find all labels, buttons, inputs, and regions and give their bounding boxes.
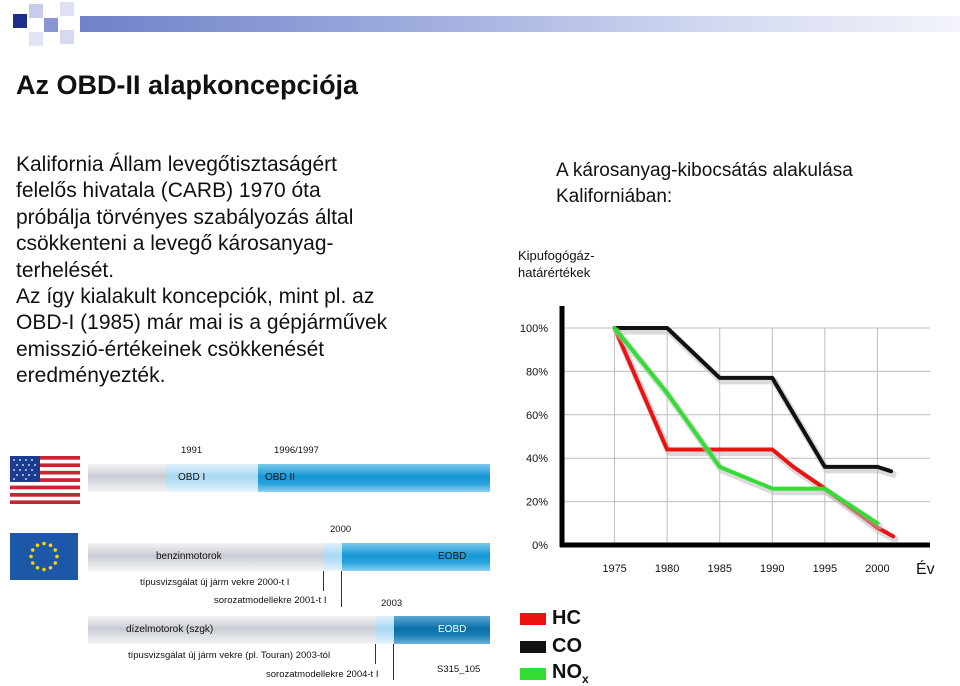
source-code: S315_105	[437, 664, 481, 675]
eu-year-2003: 2003	[381, 598, 403, 609]
petrol-tick-2	[341, 571, 342, 607]
eu-star	[42, 568, 46, 572]
paragraph-line: emisszió-értékeinek csökkenését	[16, 337, 325, 361]
eu-star	[42, 542, 46, 546]
us-year-1996: 1996/1997	[274, 445, 319, 456]
diesel-tick-2	[393, 644, 394, 680]
y-tick-label: 20%	[525, 496, 548, 509]
legend-swatch-hc	[520, 613, 546, 625]
legend-label-hc: HC	[552, 607, 581, 629]
eu-star	[31, 548, 35, 552]
x-tick-label: 1975	[602, 563, 627, 575]
petrol-note-1: típusvizsgálat új járm vekre 2000-t I	[140, 577, 290, 588]
petrol-tick-1	[323, 571, 324, 591]
legend-label-nox	[552, 661, 589, 686]
x-tick-label: 2000	[865, 563, 890, 575]
eu-star	[36, 543, 40, 547]
chart-title-line: Kaliforniában:	[556, 186, 673, 207]
paragraph-line: eredményezték.	[16, 364, 166, 388]
eu-star	[29, 555, 33, 559]
x-tick-label: 1980	[654, 563, 680, 575]
x-tick-label: 1990	[760, 563, 785, 575]
diesel-label: dízelmotorok (szgk)	[126, 624, 214, 635]
petrol-label: benzinmotorok	[156, 551, 222, 562]
paragraph-line: Kalifornia Állam levegőtisztaságért	[16, 153, 337, 176]
us-timeline-pre-bar	[88, 464, 166, 492]
header-square-dark	[13, 14, 27, 28]
y-tick-label: 100%	[519, 323, 548, 335]
petrol-timeline-bar	[88, 543, 324, 571]
y-axis-label	[518, 247, 595, 281]
y-tick-label: 0%	[532, 540, 548, 552]
eu-star	[49, 566, 53, 570]
diesel-transition-bar	[376, 616, 394, 644]
y-tick-label: 60%	[525, 409, 548, 422]
x-tick-label: 1985	[707, 563, 732, 575]
us-flag-icon	[10, 456, 80, 504]
diesel-eobd-label: EOBD	[438, 624, 467, 635]
axis-layer	[560, 306, 930, 547]
obd2-label: OBD II	[265, 472, 296, 483]
legend-swatch-co	[520, 641, 546, 653]
eu-year-2000: 2000	[330, 524, 352, 535]
legend-label-nox-main: NO	[552, 661, 582, 683]
eu-star	[49, 543, 53, 547]
diesel-tick-1	[375, 644, 376, 664]
paragraph-line: Az így kialakult koncepciók, mint pl. az	[16, 285, 375, 309]
grid-layer	[562, 328, 930, 545]
header-gradient-bar	[80, 16, 960, 32]
eu-star	[53, 561, 57, 565]
chart-title-line: A károsanyag-kibocsátás alakulása	[556, 160, 853, 181]
legend-item-hc	[520, 607, 581, 630]
header-square-light	[29, 4, 43, 18]
legend-item-nox	[520, 661, 589, 686]
slide-title: Az OBD-II alapkoncepciója	[16, 70, 359, 100]
eu-star	[31, 561, 35, 565]
y-tick-label: 80%	[525, 366, 548, 379]
header-square-faint	[60, 30, 74, 44]
paragraph-line: terhelését.	[16, 258, 115, 282]
us-obd2-bar	[258, 464, 490, 492]
diesel-note-1: típusvizsgálat új járm vekre (pl. Touran) 2003-tól	[128, 650, 331, 661]
chart-title	[556, 158, 853, 210]
eu-flag-icon	[10, 533, 78, 580]
paragraph-line: felelős hivatala (CARB) 1970 óta	[16, 179, 321, 203]
legend-item-co	[520, 635, 582, 658]
eu-star	[55, 555, 59, 559]
x-tick-label: 1995	[812, 563, 838, 575]
header-square-lighter	[60, 2, 74, 16]
x-axis-title: Év	[916, 561, 935, 578]
obd1-label: OBD I	[178, 472, 206, 483]
legend-swatch-nox	[520, 668, 546, 680]
us-obd1-bar	[166, 464, 258, 492]
legend-label-nox-sub: x	[582, 672, 589, 686]
emission-line-chart	[500, 300, 950, 590]
paragraph-line: csökkenteni a levegő károsanyag-	[16, 232, 334, 256]
header-square-mid	[44, 18, 58, 32]
series-layer	[615, 328, 896, 539]
y-axis-label-line: határértékek	[518, 265, 591, 280]
y-tick-label: 40%	[525, 453, 548, 466]
diesel-note-2: sorozatmodellekre 2004-t I	[266, 669, 379, 680]
diesel-timeline-bar	[88, 616, 376, 644]
petrol-eobd-label: EOBD	[438, 551, 467, 562]
petrol-transition-bar	[324, 543, 342, 571]
header-square-light-2	[29, 32, 43, 46]
petrol-note-2: sorozatmodellekre 2001-t I	[214, 595, 327, 606]
paragraph-line: OBD-I (1985) már mai is a gépjárművek	[16, 311, 388, 335]
eu-star	[36, 566, 40, 570]
body-paragraph	[16, 152, 436, 390]
paragraph-line: próbálja törvényes szabályozás által	[16, 205, 354, 229]
y-axis-label-line: Kipufogógáz-	[518, 248, 595, 263]
petrol-eobd-bar	[342, 543, 490, 571]
us-year-1991: 1991	[181, 445, 203, 456]
eu-star	[53, 548, 57, 552]
diesel-eobd-bar	[394, 616, 490, 644]
legend-label-co: CO	[552, 635, 582, 657]
